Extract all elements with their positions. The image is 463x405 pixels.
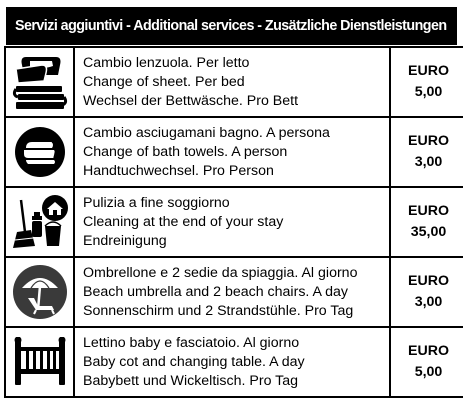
service-line-de: Babybett und Wickeltisch. Pro Tag	[83, 372, 299, 389]
price-amount: 3,00	[414, 154, 443, 170]
service-icon-cell	[5, 257, 74, 327]
service-description	[74, 257, 390, 327]
service-line-it: Pulizia a fine soggiorno	[83, 194, 230, 211]
page-title: Servizi aggiuntivi - Additional services - Zusätzliche Dienstleistungen	[15, 18, 447, 34]
service-icon-cell	[5, 187, 74, 257]
service-line-en: Beach umbrella and 2 beach chairs. A day	[83, 283, 349, 300]
service-row-bed-linen	[5, 47, 463, 117]
services-table	[4, 46, 463, 398]
baby-cot-icon	[6, 337, 73, 387]
service-description	[74, 187, 390, 257]
price-currency: EURO	[408, 273, 449, 289]
service-row-beach	[5, 257, 463, 327]
folded-towels-icon	[6, 126, 73, 178]
service-icon-cell	[5, 47, 74, 117]
service-description	[74, 327, 390, 397]
service-line-it: Ombrellone e 2 sedie da spiaggia. Al giorno	[83, 264, 358, 281]
header-bar	[6, 7, 457, 45]
service-line-en: Change of sheet. Per bed	[83, 73, 245, 90]
price-amount: 5,00	[414, 364, 443, 380]
service-line-de: Handtuchwechsel. Pro Person	[83, 162, 274, 179]
service-description	[74, 117, 390, 187]
price-amount: 35,00	[410, 224, 447, 240]
service-line-de: Wechsel der Bettwäsche. Pro Bett	[83, 92, 299, 109]
service-price	[390, 187, 463, 257]
service-row-towels	[5, 117, 463, 187]
service-price	[390, 327, 463, 397]
service-line-en: Baby cot and changing table. A day	[83, 353, 305, 370]
service-line-en: Cleaning at the end of your stay	[83, 213, 284, 230]
service-icon-cell	[5, 327, 74, 397]
service-line-de: Endreinigung	[83, 232, 167, 249]
bed-linen-icon	[6, 53, 73, 111]
service-line-en: Change of bath towels. A person	[83, 143, 288, 160]
service-line-it: Cambio asciugamani bagno. A persona	[83, 124, 330, 141]
service-price	[390, 257, 463, 327]
service-line-it: Lettino baby e fasciatoio. Al giorno	[83, 334, 300, 351]
service-line-de: Sonnenschirm und 2 Strandstühle. Pro Tag	[83, 302, 354, 319]
price-amount: 5,00	[414, 84, 443, 100]
service-icon-cell	[5, 117, 74, 187]
service-description	[74, 47, 390, 117]
cleaning-icon	[6, 194, 73, 250]
price-currency: EURO	[408, 203, 449, 219]
beach-umbrella-icon	[6, 264, 73, 320]
service-price	[390, 117, 463, 187]
service-price	[390, 47, 463, 117]
service-row-cleaning	[5, 187, 463, 257]
price-amount: 3,00	[414, 294, 443, 310]
service-row-baby-cot	[5, 327, 463, 397]
price-currency: EURO	[408, 343, 449, 359]
price-currency: EURO	[408, 133, 449, 149]
price-currency: EURO	[408, 63, 449, 79]
service-line-it: Cambio lenzuola. Per letto	[83, 54, 250, 71]
